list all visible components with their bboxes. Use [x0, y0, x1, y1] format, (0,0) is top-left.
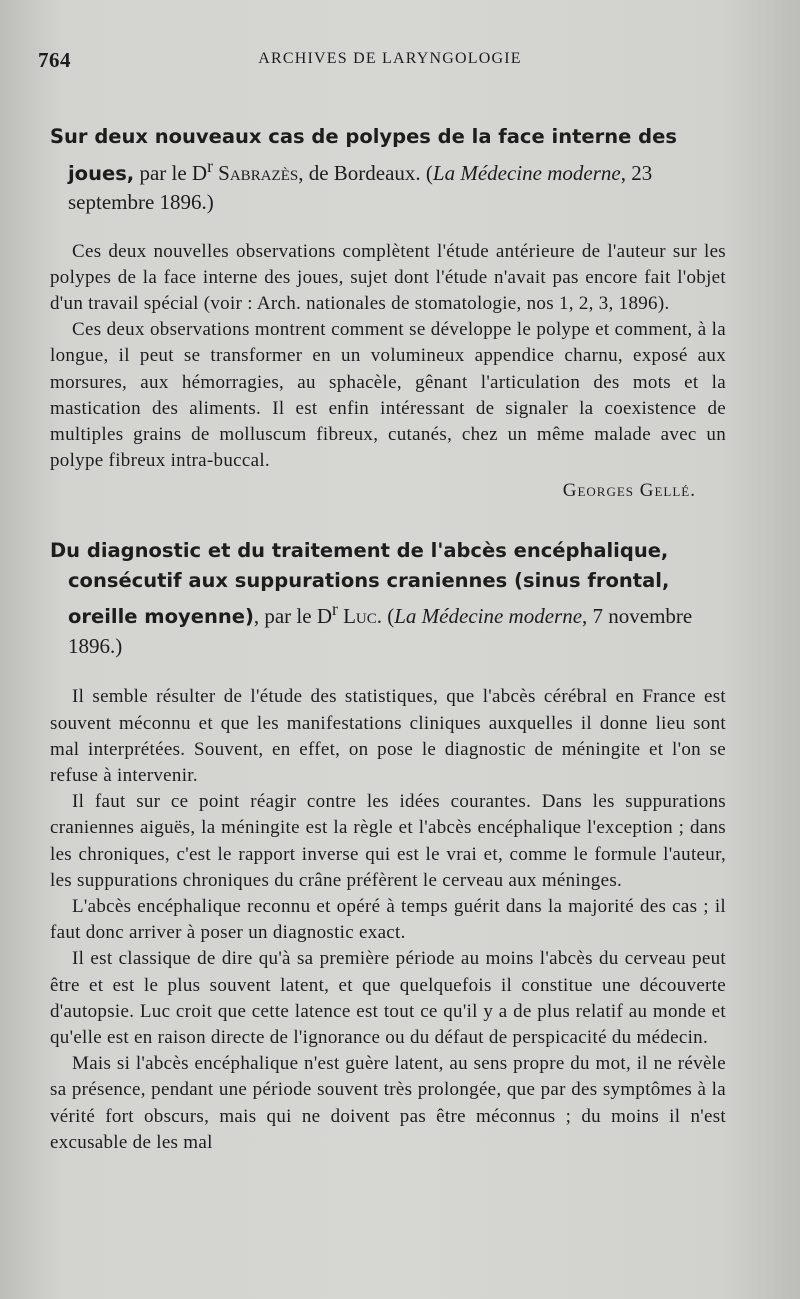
abstract	[50, 684, 726, 1156]
paragraph: Mais si l'abcès encéphalique n'est guère latent, au sens propre du mot, il ne révèle sa présence, pendant une période souvent très prolongée, que par des symptômes à la vérité fort obscurs, mais qui ne doivent pas être méconnus ; du moins il n'est excusable de les mal	[50, 1053, 726, 1153]
paragraph: Ces deux nouvelles observations complètent l'étude antérieure de l'auteur sur les polypes de la face interne des joues, sujet dont l'étude n'avait pas encore fait l'objet d'un travail spécial (voir : Arch. nationales de stomatologie, nos 1, 2, 3, 1896).	[50, 240, 726, 314]
title-sup: r	[207, 155, 213, 176]
article-title	[50, 536, 726, 660]
title-by: par le D	[134, 160, 208, 185]
signature: Georges Gellé.	[562, 480, 696, 502]
abstract	[50, 239, 726, 503]
article-sabrazes	[50, 122, 726, 502]
paragraph: Ces deux observations montrent comment se développe le polype et comment, à la longue, il peut se transformer en un volumineux appendice charnu, exposé aux morsures, aux hémorragies, au sphacèle, gênant l'articulation des mots et la mastication des aliments. Il est enfin intéressant de signaler la coexistence de multiples grains de molluscum fibreux, cutanés, chez un même malade avec un polype fibreux intra-buccal.	[50, 319, 726, 472]
paragraph: Il semble résulter de l'étude des statistiques, que l'abcès cérébral en France est souvent méconnu et que les manifestations cliniques auxquelles il donne lieu sont mal interprétées. Souvent, en effet, on pose le diagnostic de méningite et l'on se refuse à intervenir.	[50, 686, 726, 786]
running-head	[38, 48, 742, 76]
source-journal: La Médecine moderne	[432, 160, 621, 185]
author-place: , de Bordeaux. (	[298, 160, 433, 185]
source-journal: La Médecine moderne	[394, 604, 583, 629]
paragraph: Il est classique de dire qu'à sa première période au moins l'abcès du cerveau peut être et est le plus souvent latent, et que quelquefois il constitue une découverte d'autopsie. Luc croit que cette latence est tout ce qu'il y a de plus relatif au monde et qu'elle est en raison directe de l'ignorance ou du défaut de perspicacité du médecin.	[50, 948, 726, 1048]
paragraph: L'abcès encéphalique reconnu et opéré à temps guérit dans la majorité des cas ; il faut donc arriver à poser un diagnostic exact.	[50, 895, 726, 944]
page-content	[50, 122, 726, 1156]
author-name: Sabrazès	[212, 160, 299, 185]
author-place: . (	[376, 604, 395, 629]
title-by: , par le D	[253, 604, 332, 629]
author-name: Luc	[337, 604, 377, 629]
title-sup: r	[332, 599, 338, 620]
journal-title: ARCHIVES DE LARYNGOLOGIE	[258, 50, 522, 67]
page-number: 764	[38, 48, 71, 72]
paragraph: Il faut sur ce point réagir contre les idées courantes. Dans les suppurations craniennes aiguës, la méningite est la règle et l'abcès encéphalique l'exception ; dans les chroniques, c'est le rapport inverse qui est le vrai et, comme le formule l'auteur, les suppurations chroniques du crâne préfèrent le cerveau aux méninges.	[50, 791, 726, 891]
article-title	[50, 122, 726, 217]
title-text: Sur deux nouveaux cas de polypes de la face interne des joues,	[50, 125, 677, 185]
source-date: , 7 novembre 1896.)	[68, 604, 693, 658]
article-luc	[50, 536, 726, 1156]
source-date: , 23 septembre 1896.)	[68, 160, 653, 214]
title-text: Du diagnostic et du traitement de l'abcès encéphalique, consécutif aux suppurations craniennes (sinus frontal, oreille moyenne)	[50, 539, 670, 629]
